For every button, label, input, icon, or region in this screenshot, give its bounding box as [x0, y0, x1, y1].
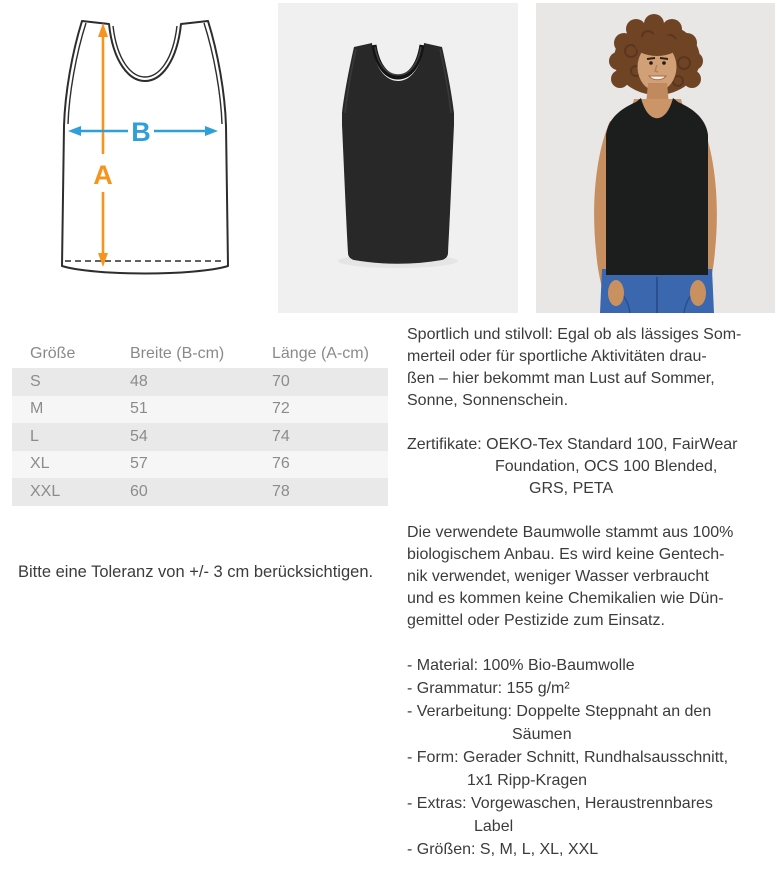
cell-size: L — [30, 427, 39, 445]
cell-width: 60 — [130, 482, 148, 500]
cell-length: 78 — [272, 482, 290, 500]
table-row — [12, 423, 388, 451]
table-row — [12, 396, 388, 424]
cell-width: 51 — [130, 400, 148, 418]
product-description — [407, 324, 775, 873]
label-a: A — [93, 160, 113, 190]
table-header-row — [12, 340, 388, 368]
cell-width: 48 — [130, 372, 148, 390]
product-photo-model — [536, 3, 775, 313]
column-header-width: Breite (B-cm) — [130, 345, 225, 362]
tolerance-note: Bitte eine Toleranz von +/- 3 cm berücksichtigen. — [18, 563, 374, 581]
cell-length: 70 — [272, 372, 290, 390]
cell-size: XL — [30, 455, 50, 473]
cell-size: XXL — [30, 482, 61, 500]
label-b: B — [131, 117, 151, 147]
product-photo-flat — [278, 3, 518, 313]
man-wearing-tank-top-image — [536, 3, 775, 313]
spec-list: - Material: 100% Bio-Baumwolle - Grammatur: 155 g/m² - Verarbeitung: Doppelte Steppnaht an den Säumen - Form: Gerader Schnitt, Rundhalsausschnitt, 1x1 Ripp-Kragen - Extras: Vorgewaschen, Heraustrennbares Label - Größen: S, M, L, XL, XXL — [407, 657, 729, 858]
cell-size: S — [30, 372, 41, 390]
table-row — [12, 368, 388, 396]
intro-paragraph: Sportlich und stilvoll: Egal ob als lässiges Som- merteil oder für sportliche Aktivitäten drau- ßen – hier bekommt man Lust auf Sommer, Sonne, Sonnenschein. — [407, 326, 742, 409]
table-row — [12, 451, 388, 479]
size-measurement-diagram — [35, 8, 255, 300]
table-row — [12, 478, 388, 506]
black-tank-top-image — [278, 3, 518, 313]
tank-top-outline-drawing — [35, 8, 255, 300]
size-chart-table — [12, 340, 388, 506]
certificates-paragraph: Zertifikate: OEKO-Tex Standard 100, FairWear Foundation, OCS 100 Blended, GRS, PETA — [407, 436, 738, 497]
cotton-paragraph: Die verwendete Baumwolle stammt aus 100% biologischem Anbau. Es wird keine Gentech- nik verwendet, weniger Wasser verbraucht und es kommen keine Chemikalien wie Dün- gemittel oder Pestizide zum Einsatz. — [407, 524, 734, 629]
cell-length: 76 — [272, 455, 290, 473]
column-header-size: Größe — [30, 345, 76, 362]
cell-length: 74 — [272, 427, 290, 445]
column-header-length: Länge (A-cm) — [272, 345, 369, 362]
cell-length: 72 — [272, 400, 290, 418]
cell-width: 57 — [130, 455, 148, 473]
cell-size: M — [30, 400, 44, 418]
cell-width: 54 — [130, 427, 148, 445]
